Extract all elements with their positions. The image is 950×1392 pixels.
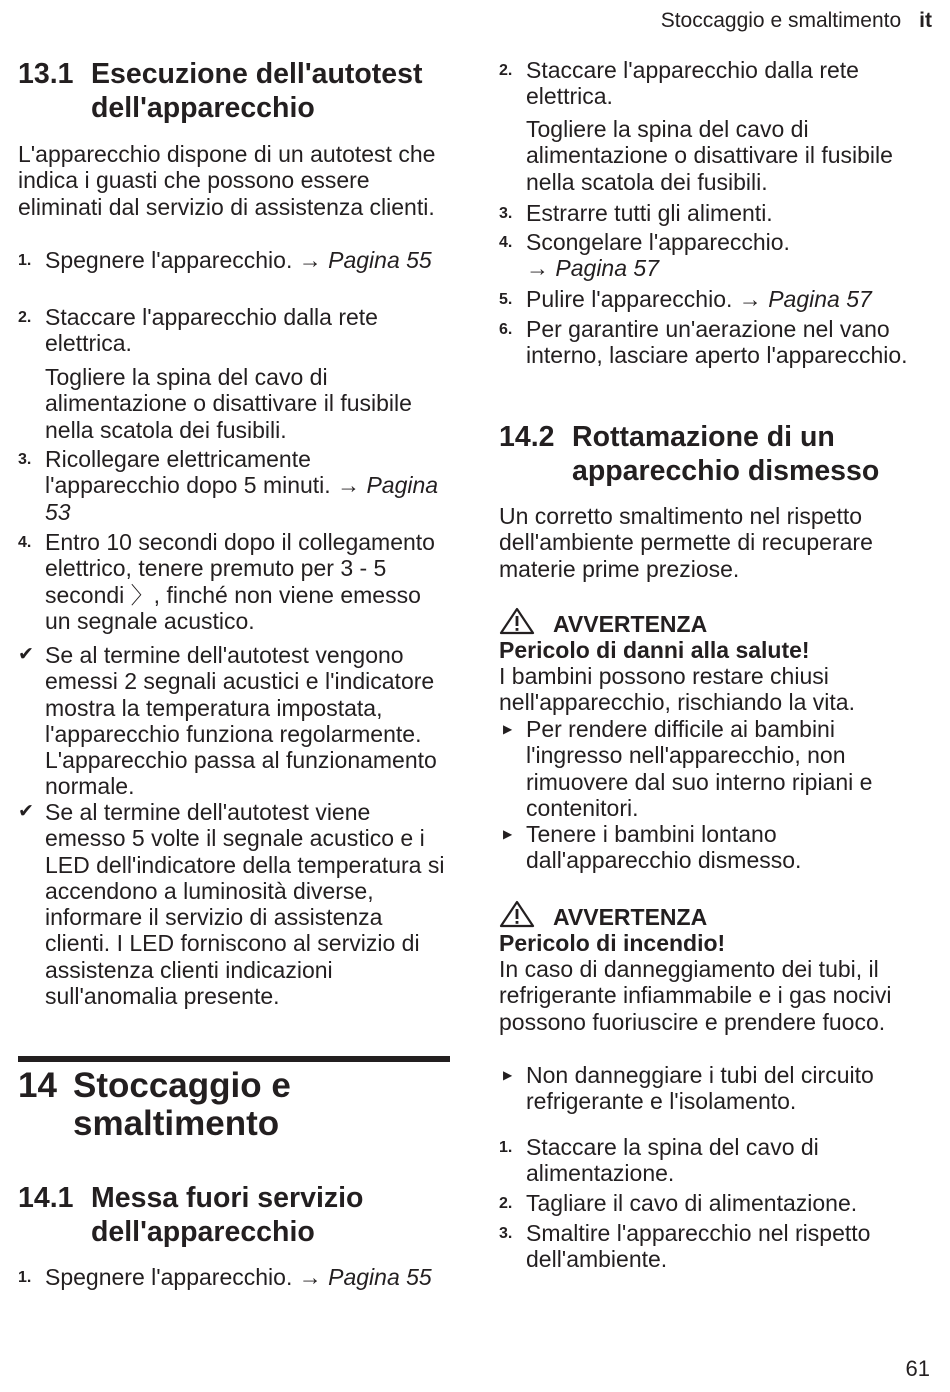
- step-item: 4. Scongelare l'apparecchio. → Pagina 57: [499, 229, 790, 282]
- heading-title: Messa fuori servizio dell'apparecchio: [91, 1182, 364, 1248]
- triangle-bullet-icon: ▶: [503, 827, 513, 841]
- heading-13-1: [18, 57, 450, 125]
- heading-number: 13.1: [18, 58, 74, 90]
- step-detail: Togliere la spina del cavo di alimentazione o disattivare il fusibile nella scatola dei fusibili.: [45, 364, 412, 443]
- warning-label: AVVERTENZA: [553, 904, 708, 930]
- warning-title: Pericolo di danni alla salute!: [499, 637, 810, 663]
- page-reference[interactable]: Pagina 57: [555, 255, 659, 282]
- page-number: 61: [905, 1356, 930, 1381]
- arrow-right-icon: →: [526, 255, 549, 282]
- step-item: 1. Spegnere l'apparecchio. → Pagina 55: [18, 247, 432, 273]
- warning-triangle-icon: [499, 900, 535, 928]
- step-detail: Togliere la spina del cavo di alimentazione o disattivare il fusibile nella scatola dei fusibili.: [526, 116, 893, 195]
- step-item: 5. Pulire l'apparecchio. → Pagina 57: [499, 286, 872, 312]
- running-header: [661, 8, 932, 34]
- arrow-right-icon: →: [337, 472, 361, 499]
- step-item: 1. Staccare la spina del cavo di alimentazione.: [499, 1134, 819, 1187]
- warning-bullet: ▶ Per rendere difficile ai bambini l'ingresso nell'apparecchio, non rimuovere dal suo interno ripiani e contenitori.: [503, 716, 873, 821]
- step-item: 6. Per garantire un'aerazione nel vano interno, lasciare aperto l'apparecchio.: [499, 316, 908, 369]
- warning-bullet: ▶ Non danneggiare i tubi del circuito refrigerante e l'isolamento.: [503, 1062, 874, 1115]
- warning-triangle-icon: [499, 607, 535, 635]
- heading-title: Stoccaggio e smaltimento: [73, 1066, 291, 1143]
- heading-14-2: [499, 420, 935, 488]
- triangle-bullet-icon: ▶: [503, 722, 513, 736]
- page-reference[interactable]: Pagina 55: [328, 1264, 432, 1290]
- checkmark-icon: ✔: [18, 644, 34, 665]
- warning-text: I bambini possono restare chiusi nell'apparecchio, rischiando la vita.: [499, 663, 855, 716]
- triangle-bullet-icon: ▶: [503, 1068, 513, 1082]
- page-reference[interactable]: Pagina 53: [45, 472, 439, 525]
- heading-number: 14.1: [18, 1182, 74, 1214]
- result-item: ✔ Se al termine dell'autotest viene emesso 5 volte il segnale acustico e i LED dell'indicatore della temperatura si accendono a luminosità diverse, informare il servizio di assistenza clienti. I LED forniscono al servizio di assistenza clienti indicazioni sull'anomalia presente.: [18, 799, 445, 1010]
- language-code: it: [919, 9, 932, 32]
- warning-text: In caso di danneggiamento dei tubi, il refrigerante infiammabile e i gas nocivi possono fuoriuscire e prendere fuoco.: [499, 956, 892, 1035]
- warning-heading: [499, 607, 935, 638]
- step-item: 3. Ricollegare elettricamente l'apparecchio dopo 5 minuti. → Pagina 53: [18, 446, 439, 525]
- warning-label: AVVERTENZA: [553, 611, 708, 637]
- heading-number: 14: [18, 1066, 57, 1105]
- result-item: ✔ Se al termine dell'autotest vengono emessi 2 segnali acustici e l'indicatore mostra la temperatura impostata, l'apparecchio funziona regolarmente. L'apparecchio passa al funzionamento normale.: [18, 642, 437, 800]
- intro-paragraph: Un corretto smaltimento nel rispetto dell'ambiente permette di recuperare materie prime preziose.: [499, 503, 873, 582]
- step-item: 3. Smaltire l'apparecchio nel rispetto dell'ambiente.: [499, 1220, 871, 1273]
- arrow-right-icon: →: [298, 247, 322, 273]
- heading-14: [18, 1067, 450, 1143]
- warning-heading: [499, 900, 935, 931]
- arrow-right-icon: →: [738, 286, 762, 312]
- heading-number: 14.2: [499, 421, 555, 453]
- heading-title: Esecuzione dell'autotest dell'apparecchio: [91, 58, 423, 124]
- step-item: 4. Entro 10 secondi dopo il collegamento elettrico, tenere premuto per 3 - 5 secondi 〉, finché non viene emesso un segnale acustico.: [18, 529, 435, 634]
- warning-title: Pericolo di incendio!: [499, 930, 726, 956]
- step-item: 1. Spegnere l'apparecchio. → Pagina 55: [18, 1264, 432, 1290]
- warning-bullet: ▶ Tenere i bambini lontano dall'apparecchio dismesso.: [503, 821, 802, 874]
- step-item: 3. Estrarre tutti gli alimenti.: [499, 200, 773, 226]
- page-reference[interactable]: Pagina 57: [768, 286, 872, 312]
- arrow-right-icon: →: [298, 1264, 322, 1290]
- step-item: 2. Staccare l'apparecchio dalla rete elettrica.: [499, 57, 859, 110]
- checkmark-icon: ✔: [18, 801, 34, 822]
- step-item: 2. Staccare l'apparecchio dalla rete elettrica.: [18, 304, 378, 357]
- heading-title: Rottamazione di un apparecchio dismesso: [572, 421, 880, 487]
- heading-14-1: [18, 1181, 450, 1249]
- chapter-rule: [18, 1056, 450, 1062]
- intro-paragraph: L'apparecchio dispone di un autotest che indica i guasti che possono essere eliminati dal servizio di assistenza clienti.: [18, 141, 436, 220]
- running-header-section: Stoccaggio e smaltimento: [660, 9, 902, 32]
- step-item: 2. Tagliare il cavo di alimentazione.: [499, 1190, 858, 1216]
- page-reference[interactable]: Pagina 55: [328, 247, 432, 273]
